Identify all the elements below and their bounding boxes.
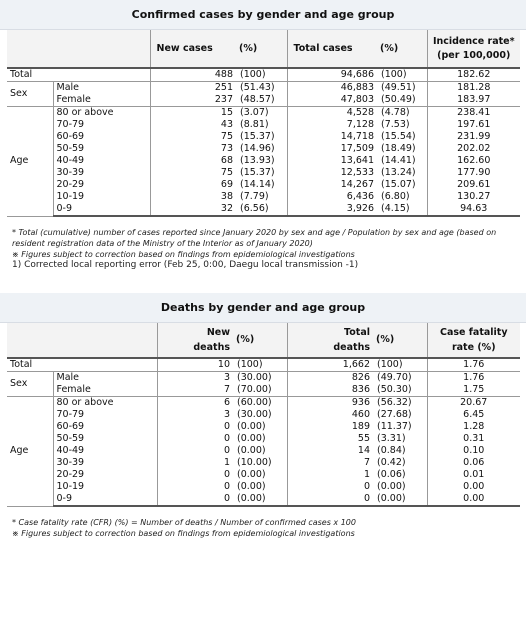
deaths-cell-new: 3 [157, 409, 233, 421]
confirmed-header-pct1: (%) [236, 30, 287, 68]
deaths-cell-rate: 20.67 [427, 397, 520, 410]
confirmed-cell-new: 237 [150, 94, 236, 107]
confirmed-row-label: 40-49 [53, 155, 150, 167]
deaths-header-row [7, 323, 520, 358]
confirmed-cell-rate: 202.02 [427, 143, 520, 155]
deaths-cell-rate: 0.00 [427, 481, 520, 493]
confirmed-header-incidence-1: Incidence rate* [432, 35, 515, 47]
confirmed-cell-rate: 197.61 [427, 119, 520, 131]
deaths-header-cfr-2: rate (%) [451, 342, 496, 353]
deaths-header-total-2: deaths [333, 342, 370, 353]
deaths-row [7, 469, 520, 481]
deaths-cell-rate: 0.31 [427, 433, 520, 445]
confirmed-header-incidence-2: (per 100,000) [437, 49, 511, 61]
deaths-cell-total: 836 [287, 384, 373, 397]
confirmed-row-label: Total [7, 68, 150, 82]
confirmed-cell-new-pct: (8.81) [240, 119, 269, 130]
confirmed-cell-new: 488 [150, 68, 236, 82]
confirmed-row [7, 94, 520, 107]
confirmed-cell-total-pct: (14.41) [381, 155, 416, 166]
confirmed-group-age: Age [7, 107, 53, 217]
deaths-row [7, 421, 520, 433]
confirmed-cell-new-pct: (15.37) [240, 167, 275, 178]
confirmed-cell-total: 12,533 [287, 167, 377, 179]
confirmed-header-pct2: (%) [377, 30, 427, 68]
deaths-cell-rate: 1.28 [427, 421, 520, 433]
confirmed-cell-total-pct: (4.78) [381, 107, 410, 118]
deaths-cell-total-pct: (0.84) [377, 445, 406, 456]
confirmed-header-total: Total cases [287, 30, 377, 68]
deaths-notes [12, 517, 517, 539]
confirmed-cell-new: 32 [150, 203, 236, 216]
confirmed-cell-rate: 183.97 [427, 94, 520, 107]
deaths-row-label: 30-39 [53, 457, 157, 469]
confirmed-row [7, 131, 520, 143]
confirmed-cell-total-pct: (49.51) [381, 82, 416, 93]
deaths-row-label: 70-79 [53, 409, 157, 421]
deaths-cell-new-pct: (60.00) [237, 397, 272, 408]
deaths-cell-total: 7 [287, 457, 373, 469]
confirmed-cell-new-pct: (48.57) [236, 94, 287, 107]
confirmed-row-label: 80 or above [53, 107, 150, 120]
confirmed-row [7, 203, 520, 216]
confirmed-body [7, 68, 520, 216]
deaths-row-label: 80 or above [53, 397, 157, 410]
deaths-row-label: 60-69 [53, 421, 157, 433]
deaths-cell-rate: 1.75 [427, 384, 520, 397]
confirmed-row [7, 179, 520, 191]
confirmed-cell-total-pct: (13.24) [381, 167, 416, 178]
deaths-cell-total-pct: (27.68) [377, 409, 412, 420]
deaths-row [7, 493, 520, 506]
deaths-cell-total: 0 [287, 493, 373, 506]
deaths-note-1: * Case fatality rate (CFR) (%) = Number of deaths / Number of confirmed cases x 100 [12, 518, 356, 527]
confirmed-table [7, 30, 520, 217]
deaths-header-cfr-1: Case fatality [439, 327, 508, 338]
confirmed-cell-new: 73 [150, 143, 236, 155]
deaths-cell-total: 1 [287, 469, 373, 481]
confirmed-footnote: 1) Corrected local reporting error (Feb 25, 0:00, Daegu local transmission -1) [12, 260, 359, 270]
confirmed-header-row [7, 30, 520, 68]
confirmed-row [7, 155, 520, 167]
deaths-cell-total-pct: (50.30) [373, 384, 427, 397]
deaths-cell-new-pct: (30.00) [237, 409, 272, 420]
confirmed-cell-rate: 238.41 [427, 107, 520, 120]
confirmed-cell-new-pct: (15.37) [240, 131, 275, 142]
deaths-header-total-1: Total [344, 327, 370, 338]
deaths-cell-total-pct: (0.00) [377, 481, 406, 492]
deaths-table [7, 323, 520, 507]
deaths-cell-new: 0 [157, 421, 233, 433]
deaths-cell-rate: 0.01 [427, 469, 520, 481]
confirmed-row-label: Male [53, 82, 150, 95]
confirmed-cell-rate: 130.27 [427, 191, 520, 203]
deaths-cell-total: 826 [287, 372, 373, 385]
confirmed-title: Confirmed cases by gender and age group [0, 0, 526, 30]
deaths-group-age: Age [7, 397, 53, 507]
confirmed-cell-rate: 177.90 [427, 167, 520, 179]
confirmed-cell-new-pct: (51.43) [240, 82, 275, 93]
deaths-row-label: 20-29 [53, 469, 157, 481]
deaths-cell-rate: 1.76 [427, 372, 520, 385]
confirmed-note-1: * Total (cumulative) number of cases reported since January 2020 by sex and age / Population by sex and age (based on resident registration data of the Ministry of the Interior as of January 2020) [12, 228, 497, 248]
deaths-cell-total-pct: (49.70) [377, 372, 412, 383]
deaths-cell-new: 1 [157, 457, 233, 469]
deaths-row [7, 409, 520, 421]
deaths-header-pct1: (%) [233, 323, 287, 358]
deaths-cell-new: 7 [157, 384, 233, 397]
deaths-cell-new-pct: (30.00) [237, 372, 272, 383]
deaths-row-label: Female [53, 384, 157, 397]
deaths-row-label: Total [7, 358, 157, 372]
confirmed-cell-rate: 181.28 [427, 82, 520, 95]
confirmed-cell-new-pct: (100) [236, 68, 287, 82]
confirmed-cell-new: 15 [150, 107, 236, 120]
deaths-cell-new-pct: (0.00) [237, 433, 266, 444]
deaths-row [7, 433, 520, 445]
confirmed-row-label: 60-69 [53, 131, 150, 143]
deaths-cell-new: 3 [157, 372, 233, 385]
confirmed-cell-total: 47,803 [287, 94, 377, 107]
confirmed-note-2: ※ Figures subject to correction based on findings from epidemiological investigations [12, 250, 355, 259]
confirmed-cell-total-pct: (18.49) [381, 143, 416, 154]
confirmed-row-label: 10-19 [53, 191, 150, 203]
confirmed-cell-new: 251 [150, 82, 236, 95]
confirmed-cell-total-pct: (6.80) [381, 191, 410, 202]
confirmed-row [7, 119, 520, 131]
confirmed-cell-total-pct: (4.15) [377, 203, 427, 216]
deaths-cell-new-pct: (0.00) [237, 481, 266, 492]
confirmed-cell-new: 68 [150, 155, 236, 167]
confirmed-row-label: Female [53, 94, 150, 107]
deaths-header-new-2: deaths [193, 342, 230, 353]
confirmed-cell-new-pct: (3.07) [240, 107, 269, 118]
confirmed-cell-total: 94,686 [287, 68, 377, 82]
confirmed-cell-total: 7,128 [287, 119, 377, 131]
confirmed-header-new: New cases [150, 30, 236, 68]
deaths-cell-total: 0 [287, 481, 373, 493]
confirmed-row [7, 107, 520, 120]
deaths-cell-total: 14 [287, 445, 373, 457]
deaths-row-label: 0-9 [53, 493, 157, 506]
confirmed-row [7, 167, 520, 179]
deaths-cell-total-pct: (0.06) [377, 469, 406, 480]
confirmed-cell-new-pct: (14.14) [240, 179, 275, 190]
confirmed-cell-total: 46,883 [287, 82, 377, 95]
deaths-row [7, 445, 520, 457]
confirmed-notes [12, 227, 517, 271]
confirmed-row [7, 143, 520, 155]
deaths-cell-total-pct: (0.42) [377, 457, 406, 468]
confirmed-cell-rate: 94.63 [427, 203, 520, 216]
confirmed-cell-total: 13,641 [287, 155, 377, 167]
deaths-row-label: 40-49 [53, 445, 157, 457]
confirmed-cell-total: 14,718 [287, 131, 377, 143]
deaths-row-label: 10-19 [53, 481, 157, 493]
confirmed-cell-total-pct: (15.07) [381, 179, 416, 190]
deaths-cell-total: 189 [287, 421, 373, 433]
deaths-row [7, 384, 520, 397]
deaths-row-label: Male [53, 372, 157, 385]
deaths-cell-rate: 1.76 [427, 358, 520, 372]
confirmed-row-label: 50-59 [53, 143, 150, 155]
deaths-cell-total: 936 [287, 397, 373, 410]
confirmed-cell-new-pct: (6.56) [236, 203, 287, 216]
confirmed-cell-rate: 209.61 [427, 179, 520, 191]
deaths-title: Deaths by gender and age group [0, 293, 526, 323]
deaths-row [7, 372, 520, 385]
confirmed-cell-new: 75 [150, 131, 236, 143]
deaths-cell-rate: 0.10 [427, 445, 520, 457]
confirmed-cell-rate: 182.62 [427, 68, 520, 82]
deaths-header-new-1: New [206, 327, 230, 338]
deaths-cell-new-pct: (70.00) [233, 384, 287, 397]
confirmed-cell-rate: 162.60 [427, 155, 520, 167]
deaths-cell-new-pct: (0.00) [233, 493, 287, 506]
deaths-body [7, 358, 520, 506]
deaths-row-label: 50-59 [53, 433, 157, 445]
deaths-cell-total-pct: (0.00) [373, 493, 427, 506]
deaths-cell-total: 55 [287, 433, 373, 445]
confirmed-cell-rate: 231.99 [427, 131, 520, 143]
deaths-row [7, 358, 520, 372]
deaths-row [7, 457, 520, 469]
deaths-note-2: ※ Figures subject to correction based on findings from epidemiological investigations [12, 529, 355, 538]
confirmed-cell-new-pct: (7.79) [240, 191, 269, 202]
confirmed-cell-new: 75 [150, 167, 236, 179]
deaths-cell-total-pct: (100) [373, 358, 427, 372]
confirmed-cell-total-pct: (50.49) [377, 94, 427, 107]
confirmed-cell-total-pct: (15.54) [381, 131, 416, 142]
confirmed-row [7, 191, 520, 203]
deaths-cell-total-pct: (3.31) [377, 433, 406, 444]
deaths-cell-rate: 0.06 [427, 457, 520, 469]
confirmed-cell-total: 4,528 [287, 107, 377, 120]
deaths-cell-new: 10 [157, 358, 233, 372]
confirmed-cell-new: 69 [150, 179, 236, 191]
deaths-cell-new: 0 [157, 433, 233, 445]
deaths-cell-new-pct: (0.00) [237, 469, 266, 480]
confirmed-cell-total-pct: (100) [377, 68, 427, 82]
deaths-cell-total: 1,662 [287, 358, 373, 372]
deaths-cell-new: 0 [157, 445, 233, 457]
deaths-cell-total: 460 [287, 409, 373, 421]
confirmed-row-label: 20-29 [53, 179, 150, 191]
confirmed-row-label: 0-9 [53, 203, 150, 216]
deaths-cell-new: 0 [157, 493, 233, 506]
deaths-cell-rate: 0.00 [427, 493, 520, 506]
deaths-row [7, 481, 520, 493]
confirmed-row [7, 68, 520, 82]
confirmed-cell-new-pct: (13.93) [240, 155, 275, 166]
deaths-group-sex: Sex [7, 372, 53, 397]
deaths-cell-total-pct: (56.32) [377, 397, 412, 408]
deaths-cell-new: 6 [157, 397, 233, 410]
confirmed-cell-total: 17,509 [287, 143, 377, 155]
deaths-cell-new: 0 [157, 469, 233, 481]
deaths-cell-new-pct: (10.00) [237, 457, 272, 468]
deaths-cell-total-pct: (11.37) [377, 421, 412, 432]
confirmed-cell-total: 6,436 [287, 191, 377, 203]
deaths-cell-new-pct: (100) [233, 358, 287, 372]
confirmed-cell-new-pct: (14.96) [240, 143, 275, 154]
confirmed-cell-total: 14,267 [287, 179, 377, 191]
confirmed-row [7, 82, 520, 95]
deaths-header-pct2: (%) [373, 323, 427, 358]
confirmed-group-sex: Sex [7, 82, 53, 107]
deaths-row [7, 397, 520, 410]
deaths-cell-rate: 6.45 [427, 409, 520, 421]
confirmed-row-label: 70-79 [53, 119, 150, 131]
confirmed-cell-new: 38 [150, 191, 236, 203]
confirmed-row-label: 30-39 [53, 167, 150, 179]
confirmed-cell-new: 43 [150, 119, 236, 131]
deaths-cell-new: 0 [157, 481, 233, 493]
deaths-cell-new-pct: (0.00) [237, 421, 266, 432]
deaths-cell-new-pct: (0.00) [237, 445, 266, 456]
confirmed-cell-total: 3,926 [287, 203, 377, 216]
confirmed-cell-total-pct: (7.53) [381, 119, 410, 130]
